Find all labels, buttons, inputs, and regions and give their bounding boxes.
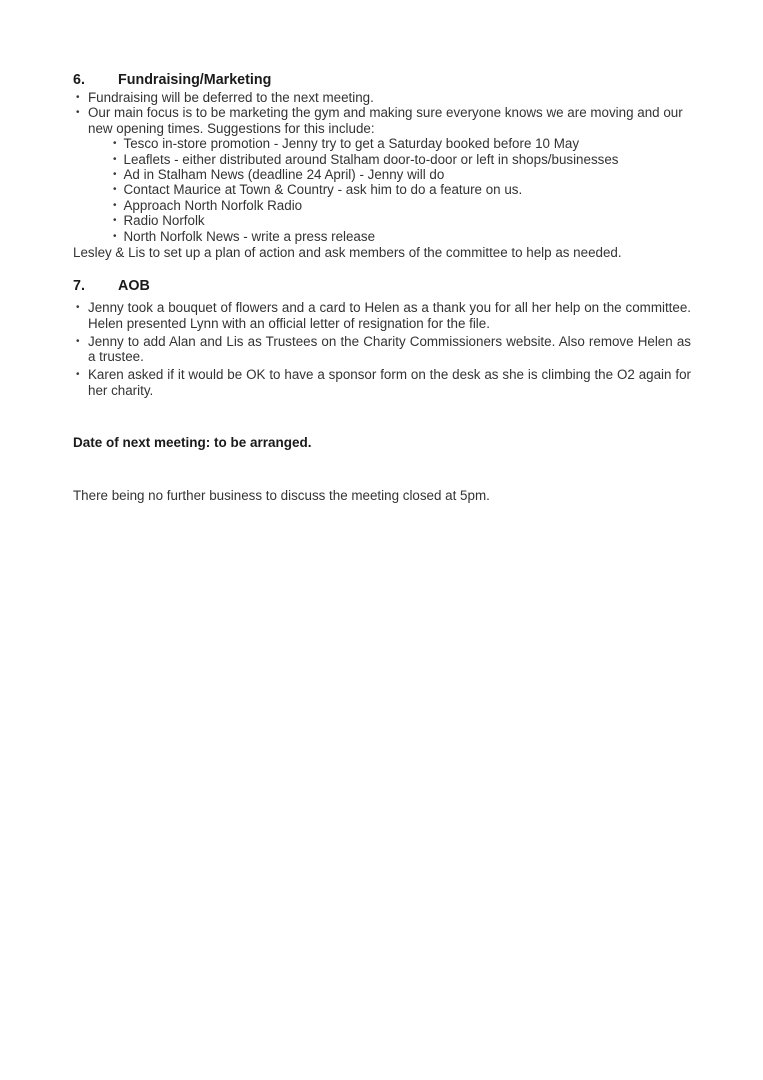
bullet-text: Our main focus is to be marketing the gym and making sure everyone knows we are moving and our new opening times. Suggestions for this include:: [88, 105, 683, 136]
next-meeting-line: Date of next meeting: to be arranged.: [73, 434, 312, 450]
section-title: Fundraising/Marketing: [118, 72, 272, 88]
meeting-closed-line: There being no further business to discuss the meeting closed at 5pm.: [73, 487, 490, 503]
plan-of-action-paragraph: Lesley & Lis to set up a plan of action and ask members of the committee to help as needed.: [73, 245, 622, 261]
sub-bullet-item: • Leaflets - either distributed around Stalham door-to-door or left in shops/businesses: [113, 152, 691, 167]
section-aob: [73, 278, 691, 397]
section-fundraising-marketing: [73, 72, 691, 260]
bullet-item: • Jenny to add Alan and Lis as Trustees on the Charity Commissioners website. Also remove Helen as a trustee.: [73, 334, 691, 365]
sub-bullet-item: • Radio Norfolk: [113, 213, 691, 228]
sub-bullet-item: • Tesco in-store promotion - Jenny try to get a Saturday booked before 10 May: [113, 136, 691, 151]
sub-bullet-item: • North Norfolk News - write a press release: [113, 229, 691, 244]
section-heading: [73, 72, 691, 89]
section-heading: [73, 278, 691, 295]
bullet-item: • Karen asked if it would be OK to have a sponsor form on the desk as she is climbing the O2 again for her charity.: [73, 367, 691, 398]
bullet-list: [73, 90, 691, 244]
bullet-item: • Fundraising will be deferred to the next meeting.: [73, 90, 691, 105]
section-number: 7.: [73, 278, 85, 295]
bullet-item: • Jenny took a bouquet of flowers and a card to Helen as a thank you for all her help on the committee. Helen presented Lynn with an official letter of resignation for the file.: [73, 300, 691, 331]
section-number: 6.: [73, 72, 85, 88]
sub-bullet-item: • Contact Maurice at Town & Country - ask him to do a feature on us.: [113, 182, 691, 197]
sub-bullet-item: • Ad in Stalham News (deadline 24 April) - Jenny will do: [113, 167, 691, 182]
sub-bullet-list: [113, 136, 691, 244]
section-title: AOB: [118, 278, 150, 295]
document-content: [73, 72, 691, 504]
bullet-item: [73, 105, 691, 244]
sub-bullet-item: • Approach North Norfolk Radio: [113, 198, 691, 213]
bullet-list: [73, 300, 691, 397]
